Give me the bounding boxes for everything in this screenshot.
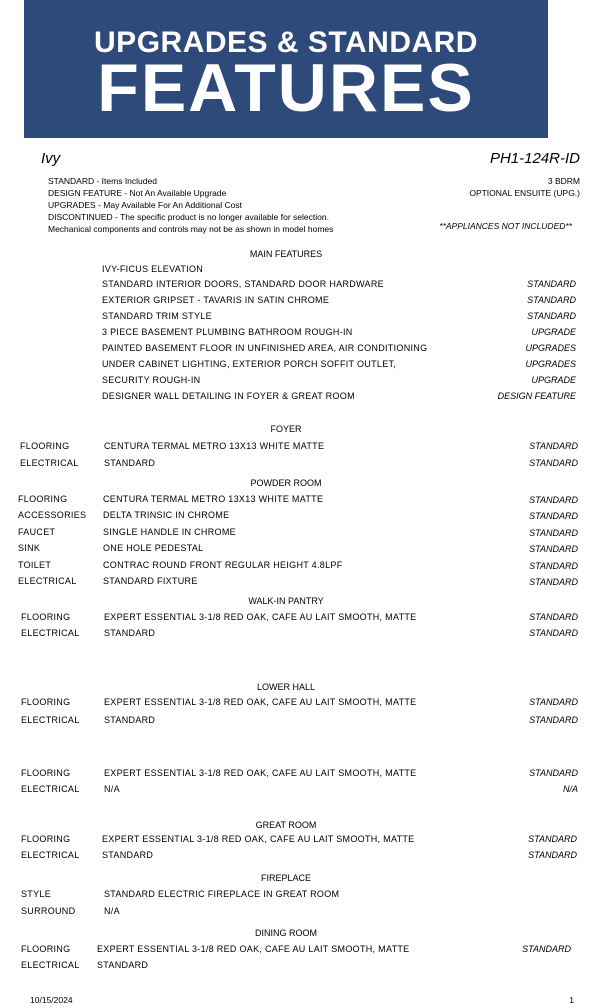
feature-status: UPGRADES (525, 343, 576, 353)
feature-row (102, 359, 576, 373)
feature-row (102, 295, 576, 309)
spec-desc: DELTA TRINSIC IN CHROME (103, 510, 230, 520)
spec-category: ACCESSORIES (18, 510, 87, 520)
feature-row (102, 327, 576, 341)
section-title-powder-room: POWDER ROOM (250, 478, 322, 488)
spec-status: N/A (562, 784, 578, 794)
spec-status: STANDARD (529, 768, 578, 778)
appliances-note: **APPLIANCES NOT INCLUDED** (439, 221, 572, 231)
spec-row (21, 834, 577, 848)
spec-row (21, 612, 578, 626)
legend-discontinued: DISCONTINUED - The specific product is no longer available for selection. (48, 212, 329, 222)
feature-status: UPGRADE (531, 327, 576, 337)
spec-desc: CONTRAC ROUND FRONT REGULAR HEIGHT 4.8LPF (103, 560, 343, 570)
spec-category: SURROUND (21, 906, 76, 916)
spec-status: STANDARD (529, 715, 578, 725)
spec-desc: STANDARD (102, 850, 154, 860)
spec-desc: N/A (104, 906, 120, 916)
header-banner (24, 0, 548, 138)
section-title-walk-in-pantry: WALK-IN PANTRY (248, 596, 324, 606)
spec-desc: CENTURA TERMAL METRO 13X13 WHITE MATTE (104, 441, 325, 451)
spec-desc: EXPERT ESSENTIAL 3-1/8 RED OAK, CAFE AU LAIT SMOOTH, MATTE (104, 697, 417, 707)
spec-category: ELECTRICAL (21, 628, 80, 638)
feature-desc: EXTERIOR GRIPSET - TAVARIS IN SATIN CHROME (102, 295, 330, 305)
spec-category: ELECTRICAL (21, 784, 80, 794)
spec-row (21, 850, 577, 864)
spec-row (20, 458, 578, 472)
spec-status: STANDARD (522, 944, 571, 954)
spec-row (18, 543, 578, 557)
spec-row (21, 697, 578, 711)
spec-category: FLOORING (21, 612, 71, 622)
spec-status: STANDARD (529, 612, 578, 622)
section-title-dining-room: DINING ROOM (255, 928, 317, 938)
feature-desc: STANDARD INTERIOR DOORS, STANDARD DOOR HARDWARE (102, 279, 384, 289)
legend-design-feature: DESIGN FEATURE - Not An Available Upgrade (48, 188, 227, 198)
spec-category: FLOORING (21, 944, 71, 954)
spec-category: ELECTRICAL (21, 960, 80, 970)
feature-desc: 3 PIECE BASEMENT PLUMBING BATHROOM ROUGH-IN (102, 327, 353, 337)
spec-desc: EXPERT ESSENTIAL 3-1/8 RED OAK, CAFE AU LAIT SMOOTH, MATTE (104, 612, 417, 622)
ensuite-option: OPTIONAL ENSUITE (UPG.) (469, 188, 580, 198)
feature-status: STANDARD (527, 311, 576, 321)
legend-mechanical-note: Mechanical components and controls may not be as shown in model homes (48, 224, 334, 234)
spec-row (21, 944, 571, 958)
feature-desc: DESIGNER WALL DETAILING IN FOYER & GREAT ROOM (102, 391, 355, 401)
spec-desc: STANDARD (104, 715, 156, 725)
page-number: 1 (569, 995, 574, 1005)
spec-status: STANDARD (528, 850, 577, 860)
section-title-main-features: MAIN FEATURES (249, 249, 323, 259)
feature-row (102, 375, 576, 389)
spec-row (18, 527, 578, 541)
spec-status: STANDARD (529, 544, 578, 554)
spec-status: STANDARD (529, 511, 578, 521)
section-title-foyer: FOYER (270, 424, 302, 434)
spec-desc: EXPERT ESSENTIAL 3-1/8 RED OAK, CAFE AU LAIT SMOOTH, MATTE (104, 768, 417, 778)
spec-category: FLOORING (20, 441, 70, 451)
spec-desc: N/A (104, 784, 120, 794)
spec-desc: STANDARD (104, 628, 156, 638)
spec-category: SINK (18, 543, 41, 553)
banner-title-line1: UPGRADES & STANDARD (94, 26, 478, 59)
spec-row (21, 628, 578, 642)
model-code: PH1-124R-ID (489, 150, 580, 167)
feature-status: UPGRADE (531, 375, 576, 385)
feature-row (102, 264, 576, 278)
legend-upgrades: UPGRADES - May Available For An Additional Cost (48, 200, 243, 210)
spec-desc: STANDARD FIXTURE (103, 576, 198, 586)
legend-standard: STANDARD - Items Included (48, 176, 157, 186)
section-title-lower-hall: LOWER HALL (256, 682, 316, 692)
spec-category: FLOORING (18, 494, 68, 504)
feature-desc: PAINTED BASEMENT FLOOR IN UNFINISHED AREA, AIR CONDITIONING (102, 343, 428, 353)
footer-date: 10/15/2024 (30, 995, 73, 1005)
spec-status: STANDARD (529, 561, 578, 571)
spec-row (18, 494, 578, 508)
spec-status: STANDARD (529, 441, 578, 451)
spec-row (21, 784, 578, 798)
spec-desc: SINGLE HANDLE IN CHROME (103, 527, 236, 537)
spec-desc: ONE HOLE PEDESTAL (103, 543, 204, 553)
section-title-great-room: GREAT ROOM (255, 820, 317, 830)
spec-desc: STANDARD (104, 458, 156, 468)
spec-desc: EXPERT ESSENTIAL 3-1/8 RED OAK, CAFE AU LAIT SMOOTH, MATTE (102, 834, 415, 844)
spec-category: ELECTRICAL (21, 715, 80, 725)
bedroom-count: 3 BDRM (547, 176, 580, 186)
feature-status: STANDARD (527, 279, 576, 289)
spec-row (21, 906, 577, 920)
spec-category: TOILET (18, 560, 52, 570)
feature-row (102, 279, 576, 293)
feature-desc: IVY-FICUS ELEVATION (102, 264, 204, 274)
spec-category: FAUCET (18, 527, 56, 537)
spec-status: STANDARD (529, 458, 578, 468)
spec-status: STANDARD (529, 697, 578, 707)
spec-status: STANDARD (529, 495, 578, 505)
feature-desc: SECURITY ROUGH-IN (102, 375, 201, 385)
spec-desc: STANDARD ELECTRIC FIREPLACE IN GREAT ROOM (104, 889, 340, 899)
spec-category: ELECTRICAL (20, 458, 79, 468)
feature-row (102, 343, 576, 357)
feature-desc: STANDARD TRIM STYLE (102, 311, 212, 321)
spec-status: STANDARD (529, 628, 578, 638)
banner-title-line2: FEATURES (97, 50, 475, 126)
spec-row (21, 960, 571, 974)
spec-row (18, 576, 578, 590)
spec-row (18, 560, 578, 574)
spec-row (21, 768, 578, 782)
feature-row (102, 311, 576, 325)
spec-desc: EXPERT ESSENTIAL 3-1/8 RED OAK, CAFE AU LAIT SMOOTH, MATTE (97, 944, 410, 954)
spec-status: STANDARD (529, 577, 578, 587)
spec-desc: CENTURA TERMAL METRO 13X13 WHITE MATTE (103, 494, 324, 504)
feature-status: UPGRADES (525, 359, 576, 369)
spec-category: STYLE (21, 889, 52, 899)
spec-category: ELECTRICAL (18, 576, 77, 586)
spec-row (18, 510, 578, 524)
spec-row (20, 441, 578, 455)
spec-row (21, 715, 578, 729)
spec-status: STANDARD (529, 528, 578, 538)
feature-row (102, 391, 576, 405)
spec-category: FLOORING (21, 768, 71, 778)
spec-category: ELECTRICAL (21, 850, 80, 860)
spec-desc: STANDARD (97, 960, 149, 970)
model-name: Ivy (41, 150, 61, 167)
spec-category: FLOORING (21, 697, 71, 707)
section-title-fireplace: FIREPLACE (260, 873, 311, 883)
feature-desc: UNDER CABINET LIGHTING, EXTERIOR PORCH SOFFIT OUTLET, (102, 359, 397, 369)
spec-status: STANDARD (528, 834, 577, 844)
spec-category: FLOORING (21, 834, 71, 844)
feature-status: DESIGN FEATURE (497, 391, 576, 401)
spec-row (21, 889, 577, 903)
feature-status: STANDARD (527, 295, 576, 305)
